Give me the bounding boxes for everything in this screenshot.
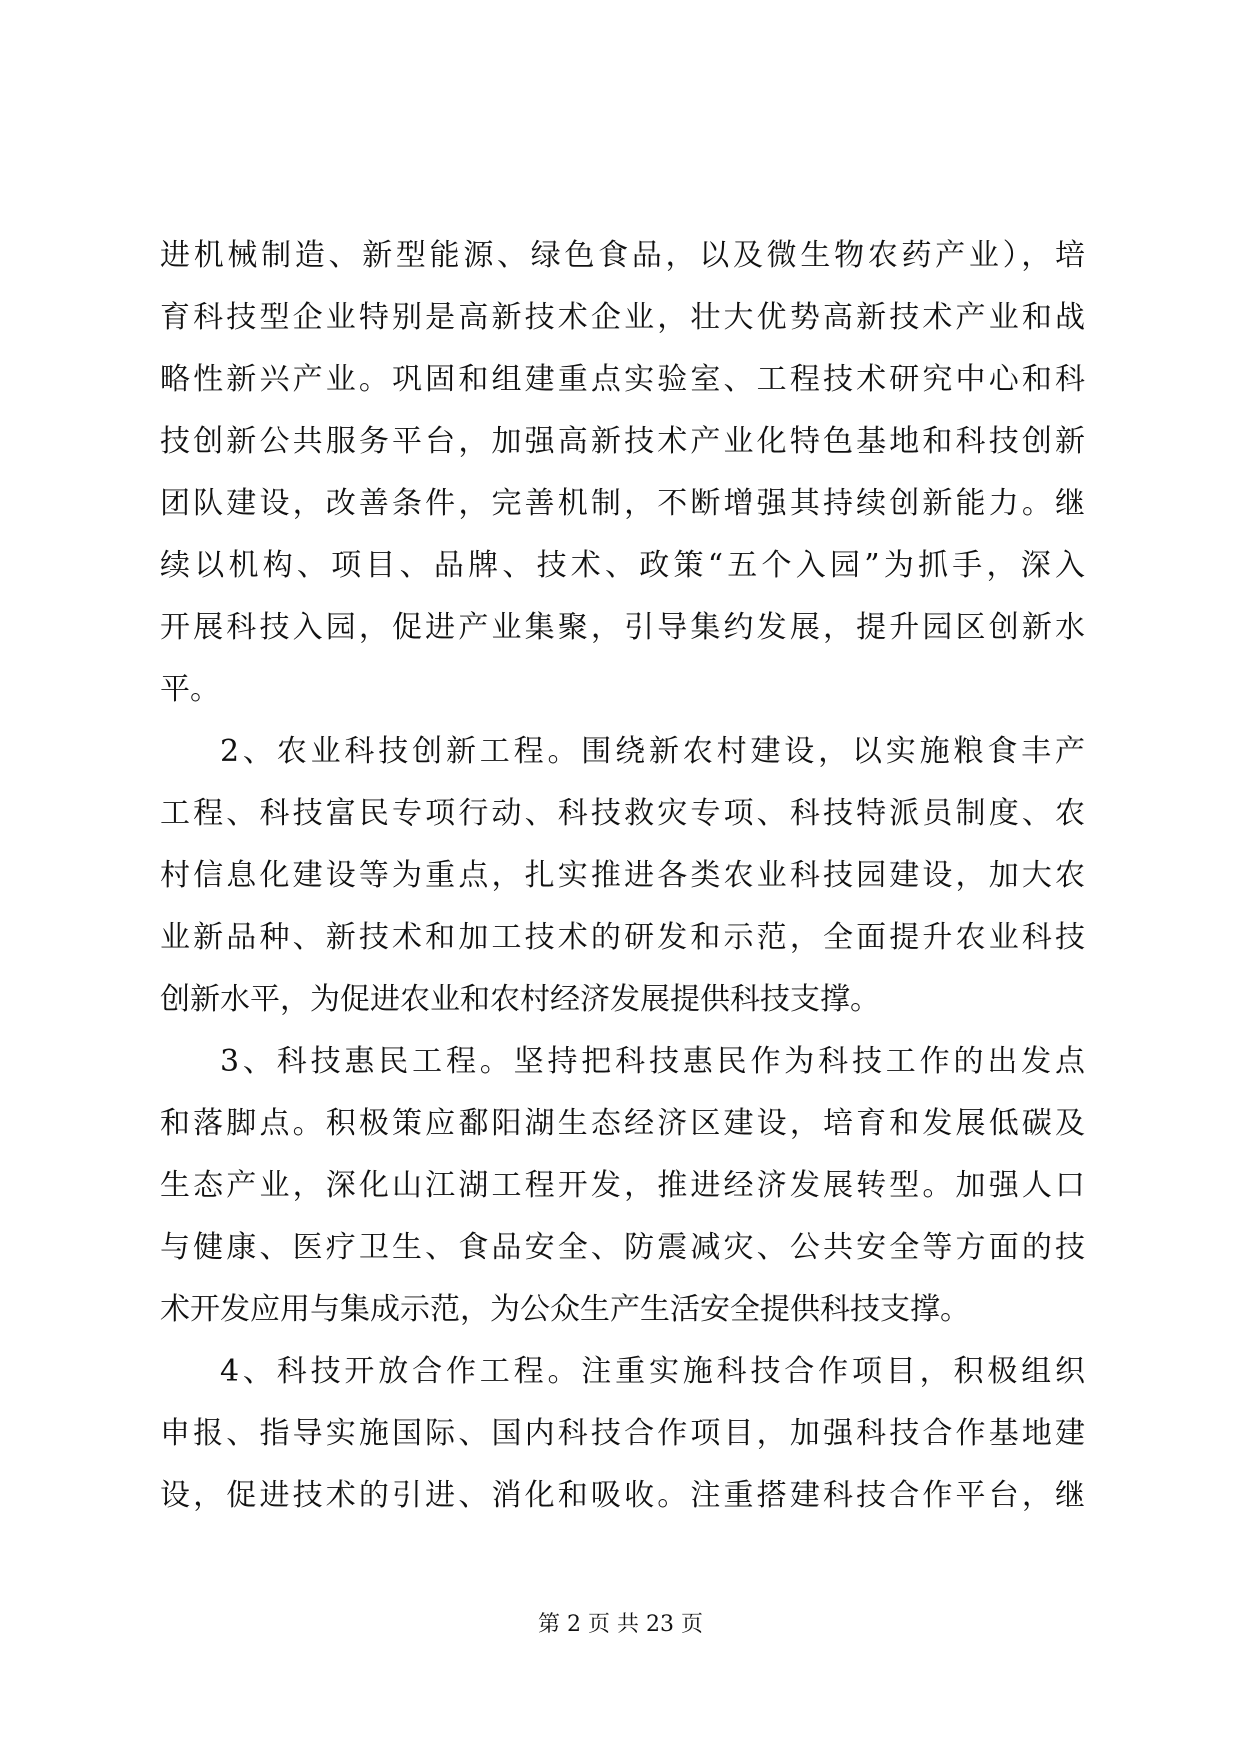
text-line: 续以机构、项目、品牌、技术、政策“五个入园”为抓手，深入 <box>160 548 1085 583</box>
paragraph-start-line: 4、科技开放合作工程。注重实施科技合作项目，积极组织 <box>220 1354 1085 1389</box>
text-line: 村信息化建设等为重点，扎实推进各类农业科技园建设，加大农 <box>160 858 1085 893</box>
text-line: 术开发应用与集成示范，为公众生产生活安全提供科技支撑。 <box>160 1292 970 1327</box>
paragraph-start-line: 2、农业科技创新工程。围绕新农村建设，以实施粮食丰产 <box>220 734 1085 769</box>
text-line: 创新水平，为促进农业和农村经济发展提供科技支撑。 <box>160 982 880 1017</box>
text-line: 团队建设，改善条件，完善机制，不断增强其持续创新能力。继 <box>160 486 1085 521</box>
text-line: 申报、指导实施国际、国内科技合作项目，加强科技合作基地建 <box>160 1416 1085 1451</box>
text-line: 生态产业，深化山江湖工程开发，推进经济发展转型。加强人口 <box>160 1168 1085 1203</box>
text-line: 平。 <box>160 672 220 707</box>
text-line: 育科技型企业特别是高新技术企业，壮大优势高新技术产业和战 <box>160 300 1085 335</box>
text-line: 开展科技入园，促进产业集聚，引导集约发展，提升园区创新水 <box>160 610 1085 645</box>
text-line: 业新品种、新技术和加工技术的研发和示范，全面提升农业科技 <box>160 920 1085 955</box>
text-line: 设，促进技术的引进、消化和吸收。注重搭建科技合作平台，继 <box>160 1478 1085 1513</box>
text-line: 和落脚点。积极策应鄱阳湖生态经济区建设，培育和发展低碳及 <box>160 1106 1085 1141</box>
document-body <box>160 225 1085 1527</box>
page-footer: 第 2 页 共 23 页 <box>538 1612 703 1637</box>
text-line: 技创新公共服务平台，加强高新技术产业化特色基地和科技创新 <box>160 424 1085 459</box>
paragraph-start-line: 3、科技惠民工程。坚持把科技惠民作为科技工作的出发点 <box>220 1044 1085 1079</box>
text-line: 进机械制造、新型能源、绿色食品，以及微生物农药产业），培 <box>160 238 1085 273</box>
text-line: 略性新兴产业。巩固和组建重点实验室、工程技术研究中心和科 <box>160 362 1085 397</box>
text-line: 与健康、医疗卫生、食品安全、防震减灾、公共安全等方面的技 <box>160 1230 1085 1265</box>
text-line: 工程、科技富民专项行动、科技救灾专项、科技特派员制度、农 <box>160 796 1085 831</box>
